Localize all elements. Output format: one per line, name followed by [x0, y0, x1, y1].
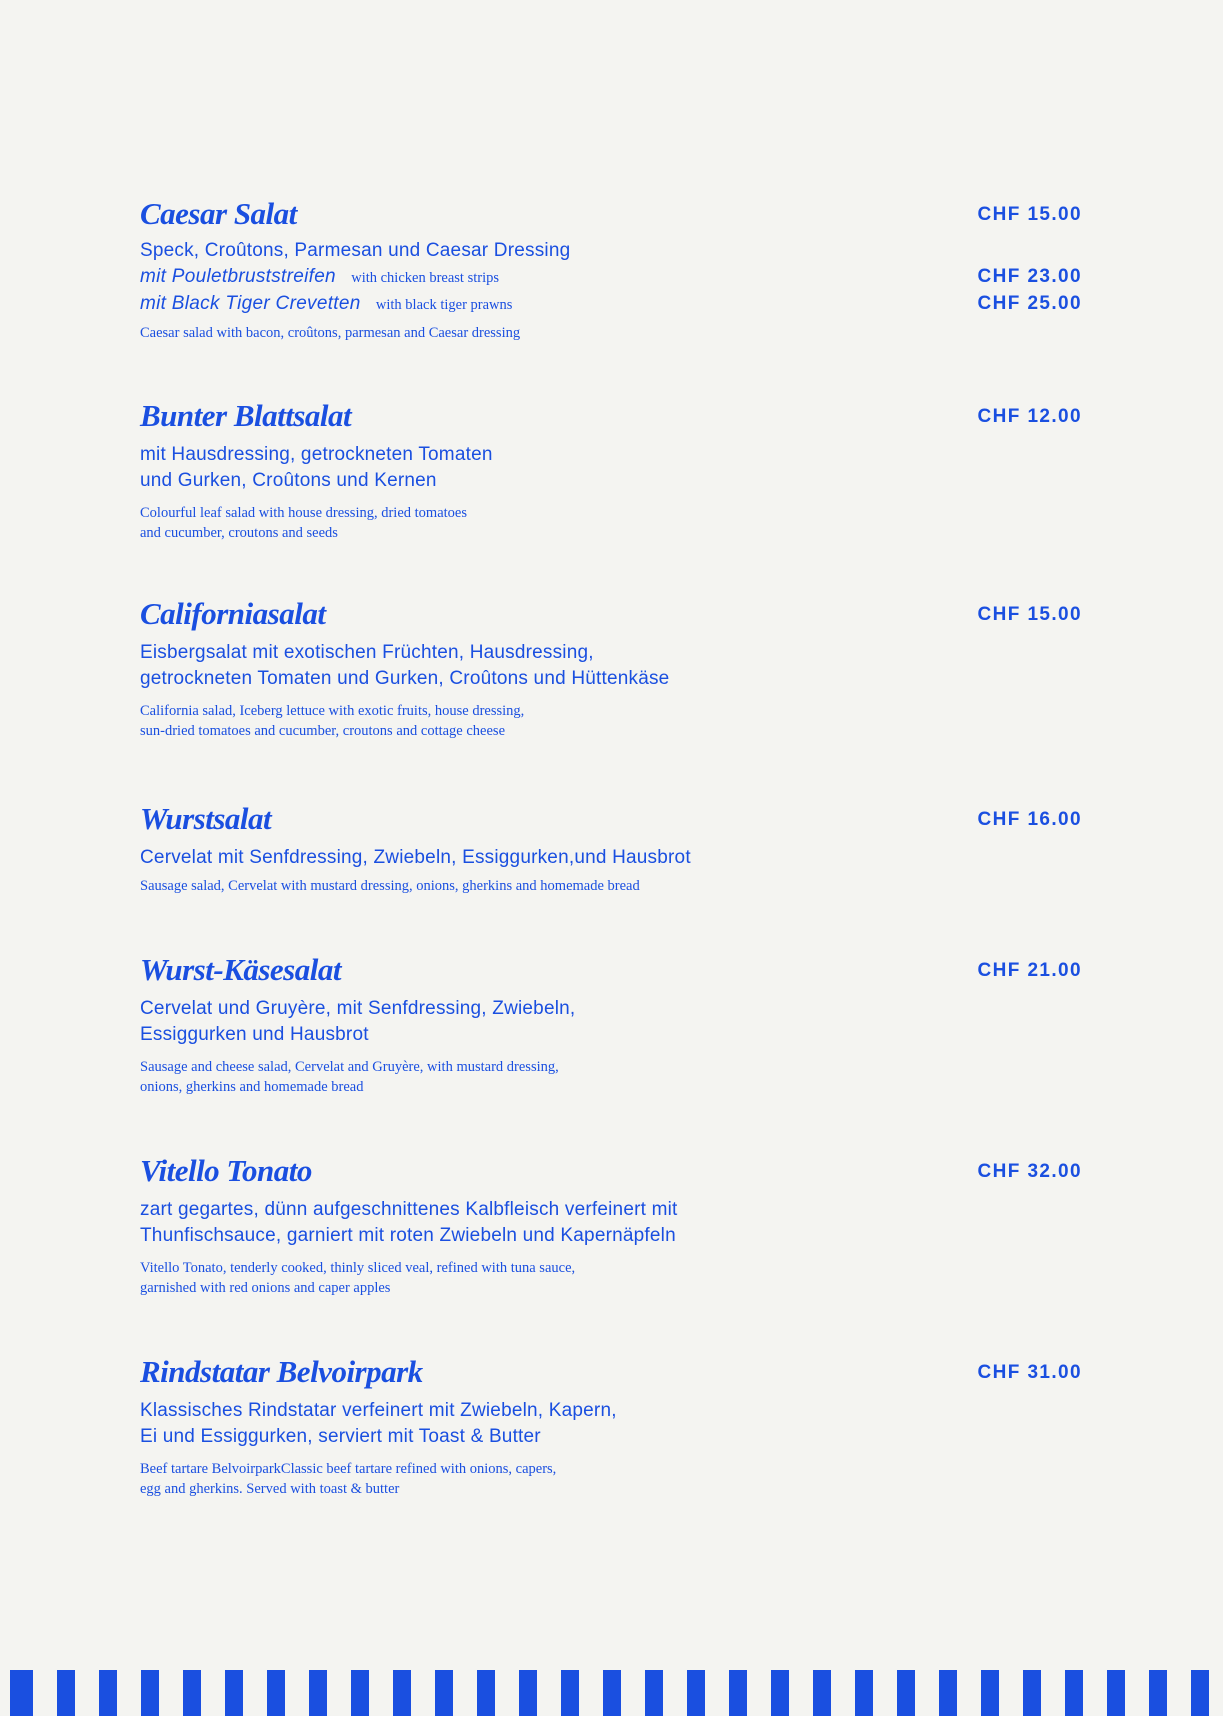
option-label-de: mit Pouletbruststreifen — [140, 266, 336, 287]
item-price: CHF 21.00 — [977, 960, 1082, 981]
item-name: Wurstsalat — [140, 801, 272, 836]
item-price: CHF 12.00 — [977, 406, 1082, 427]
item-description: Speck, Croûtons, Parmesan und Caesar Dressing — [140, 240, 571, 261]
item-description: Cervelat und Gruyère, mit Senfdressing, Zwiebeln, Essiggurken und Hausbrot — [140, 998, 576, 1045]
option-label-en: with chicken breast strips — [351, 270, 500, 286]
item-english-description: Caesar salad with bacon, croûtons, parmesan and Caesar dressing — [140, 325, 521, 341]
item-name: Californiasalat — [140, 596, 326, 631]
option-label-en: with black tiger prawns — [375, 297, 513, 313]
option-label-de: mit Black Tiger Crevetten — [140, 293, 361, 314]
item-name: Bunter Blattsalat — [140, 398, 352, 433]
option-price: CHF 23.00 — [977, 266, 1082, 287]
item-english-description: Sausage salad, Cervelat with mustard dressing, onions, gherkins and homemade bread — [140, 878, 640, 894]
menu-item-wurstsalat — [140, 799, 1090, 896]
decorative-stripe-border — [0, 1670, 1223, 1716]
item-english-description: Beef tartare BelvoirparkClassic beef tartare refined with onions, capers, egg and gherkins. Served with toast & butter — [140, 1461, 557, 1497]
option-price: CHF 25.00 — [977, 293, 1082, 314]
item-description: Eisbergsalat mit exotischen Früchten, Hausdressing, getrockneten Tomaten und Gurken, Croûtons und Hüttenkäse — [140, 642, 670, 689]
item-price: CHF 31.00 — [977, 1362, 1082, 1383]
item-option-chicken — [140, 264, 1090, 291]
menu-item-vitello-tonato — [140, 1151, 1090, 1298]
menu-item-wurst-kaesesalat — [140, 950, 1090, 1097]
item-name: Wurst-Käsesalat — [140, 952, 341, 987]
item-price: CHF 16.00 — [977, 809, 1082, 830]
menu-item-californiasalat — [140, 594, 1090, 741]
item-english-description: Vitello Tonato, tenderly cooked, thinly sliced veal, refined with tuna sauce, garnished with red onions and caper apples — [140, 1260, 576, 1296]
item-description: zart gegartes, dünn aufgeschnittenes Kalbfleisch verfeinert mit Thunfischsauce, garniert mit roten Zwiebeln und Kapernäpfeln — [140, 1199, 678, 1246]
item-description: Cervelat mit Senfdressing, Zwiebeln, Essiggurken,und Hausbrot — [140, 847, 691, 868]
menu-item-rindstatar-belvoirpark — [140, 1352, 1090, 1499]
menu-item-caesar-salat — [140, 194, 1090, 343]
item-description: mit Hausdressing, getrockneten Tomaten und Gurken, Croûtons und Kernen — [140, 444, 493, 491]
item-english-description: California salad, Iceberg lettuce with exotic fruits, house dressing, sun-dried tomatoes and cucumber, croutons and cottage cheese — [140, 703, 525, 739]
item-price: CHF 32.00 — [977, 1161, 1082, 1182]
item-name: Caesar Salat — [140, 196, 297, 231]
item-price: CHF 15.00 — [977, 604, 1082, 625]
item-price: CHF 15.00 — [977, 204, 1082, 225]
item-english-description: Colourful leaf salad with house dressing, dried tomatoes and cucumber, croutons and seeds — [140, 505, 467, 541]
item-english-description: Sausage and cheese salad, Cervelat and Gruyère, with mustard dressing, onions, gherkins and homemade bread — [140, 1059, 559, 1095]
item-option-prawns — [140, 291, 1090, 318]
item-description: Klassisches Rindstatar verfeinert mit Zwiebeln, Kapern, Ei und Essiggurken, serviert mit Toast & Butter — [140, 1400, 617, 1447]
item-name: Rindstatar Belvoirpark — [140, 1354, 423, 1389]
menu-item-bunter-blattsalat — [140, 396, 1090, 543]
item-name: Vitello Tonato — [140, 1153, 312, 1188]
